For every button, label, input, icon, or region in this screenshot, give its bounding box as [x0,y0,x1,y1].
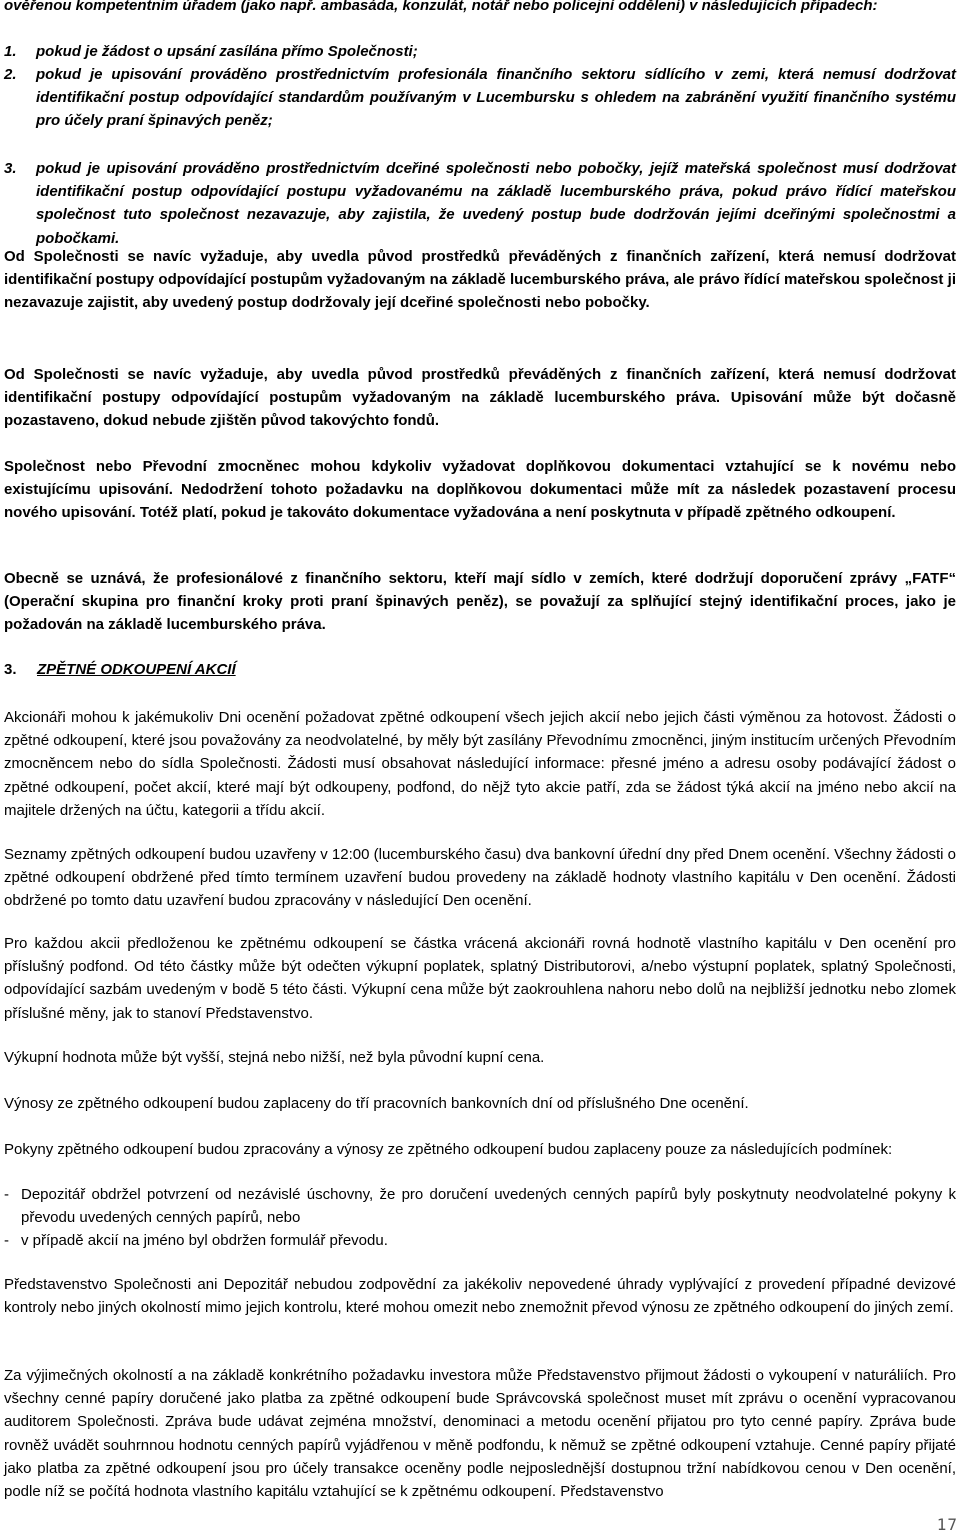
paragraph-in-kind-redemption: Za výjimečných okolností a na základě konkrétního požadavku investora může Představenstvo přijmout žádosti o vykoupení v naturáliích. Pro všechny cenné papíry doručené jako platba za zpětné odkoupení bude Správcovská společnost muset mít zprávu o ocenění vypracovanou auditorem Společnosti. Zpráva bude udávat zejména množství, denominaci a metodu ocenění přijatou pro tyto cenné papíry. Zpráva bude rovněž uvádět souhrnnou hodnotu cenných papírů vyjádřenou v měně podfondu, k němuž se zpětné odkoupení vztahuje. Cenné papíry přijaté jako platba za zpětné odkoupení jsou pro účely transakce oceněny podle nejposlednější dostupnou tržní nabídkovou cenou v Den ocenění, podle níž se počítá hodnota vlastního kapitálu vztahující se k zpětnému odkoupení. Představenstvo [4,1367,956,1501]
section-heading [4,658,236,681]
dash-symbol: - [4,1232,9,1249]
list-item-3 [4,157,956,250]
list-text: pokud je upisování prováděno prostřednictvím dceřiné společnosti nebo pobočky, jejíž mateřská společnost musí dodržovat identifikační postup odpovídající postupu vyžadovanému na základě lucemburského práva, pokud právo řídící mateřskou společnost tuto společnost nezavazuje, aby zajistila, že uvedený postup bude dodržován jejími dceřinými společnostmi a pobočkami. [36,160,956,247]
section-title: ZPĚTNÉ ODKOUPENÍ AKCIÍ [37,661,236,678]
paragraph-redemption-proceeds: Výnosy ze zpětného odkoupení budou zaplaceny do tří pracovních bankovních dní od příslušného Dne ocenění. [4,1095,749,1112]
list-number: 2. [4,66,17,83]
paragraph-redemption-value: Výkupní hodnota může být vyšší, stejná nebo nižší, než byla původní kupní cena. [4,1049,545,1066]
paragraph-origin-funds-2: Od Společnosti se navíc vyžaduje, aby uvedla původ prostředků převáděných z finančních zařízení, která nemusí dodržovat identifikační postupy odpovídající postupům vyžadovaným na základě lucemburského práva. Upisování může být dočasně pozastaveno, dokud nebude zjištěn původ takovýchto fondů. [4,366,956,430]
list-item-1 [4,40,956,63]
dash-item-2 [4,1229,956,1252]
section-number: 3. [4,661,17,678]
paragraph-redemption-lists: Seznamy zpětných odkoupení budou uzavřeny v 12:00 (lucemburského času) dva bankovní úřední dny před Dnem ocenění. Všechny žádosti o zpětné odkoupení obdržené před tímto termínem uzavření budou provedeny na základě hodnoty vlastního kapitálu v Den ocenění. Žádosti obdržené po tomto datu uzavření budou zpracovány v následující Den ocenění. [4,846,956,910]
paragraph-documentation: Společnost nebo Převodní zmocněnec mohou kdykoliv vyžadovat doplňkovou dokumentaci vztahující se k novému nebo existujícímu upisování. Nedodržení tohoto požadavku na doplňkovou dokumentaci může mít za následek pozastavení procesu nového upisování. Totéž platí, pokud je takováto dokumentace vyžadována a není poskytnuta v případě zpětného odkoupení. [4,458,956,522]
dash-text: Depozitář obdržel potvrzení od nezávislé úschovny, že pro doručení uvedených cenných papírů byly poskytnuty neodvolatelné pokyny k převodu uvedených cenných papírů, nebo [21,1186,956,1227]
list-item-2 [4,63,956,133]
paragraph-origin-funds-1: Od Společnosti se navíc vyžaduje, aby uvedla původ prostředků převáděných z finančních zařízení, která nemusí dodržovat identifikační postupy odpovídající postupům vyžadovaným na základě lucemburského práva, ale právo řídící mateřskou společnost ji nezavazuje zajistit, aby uvedený postup dodržovaly její dceřiné společnosti nebo pobočky. [4,248,956,312]
paragraph-fatf: Obecně se uznává, že profesionálové z finančního sektoru, kteří mají sídlo v zemích, které dodržují doporučení zprávy „FATF“ (Operační skupina pro finanční kroky proti praní špinavých peněz), se považují za splňující stejný identifikační proces, jako je požadován na základě lucemburského práva. [4,570,956,634]
list-text: pokud je žádost o upsání zasílána přímo Společnosti; [36,43,418,60]
dash-item-1 [4,1183,956,1229]
list-number: 1. [4,43,17,60]
paragraph-board-liability: Představenstvo Společnosti ani Depozitář nebudou zodpovědní za jakékoliv nepovedené úhrady vyplývající z provedení případné devizové kontroly nebo jiných okolností mimo jejich kontrolu, které mohou omezit nebo znemožnit převod výnosu ze zpětného odkoupení do jiných zemí. [4,1276,956,1317]
intro-line: ověřenou kompetentním úřadem (jako např. ambasáda, konzulát, notář nebo policejní oddělení) v následujících případech: [4,0,878,14]
paragraph-redemption-conditions: Pokyny zpětného odkoupení budou zpracovány a výnosy ze zpětného odkoupení budou zaplaceny pouze za následujících podmínek: [4,1141,893,1158]
dash-symbol: - [4,1186,9,1203]
list-text: pokud je upisování prováděno prostřednictvím profesionála finančního sektoru sídlícího v zemi, která nemusí dodržovat identifikační postup odpovídající standardům používaným v Lucembursku s ohledem na zabránění využití finančního systému pro účely praní špinavých peněz; [36,66,956,130]
paragraph-redemption-requests: Akcionáři mohou k jakémukoliv Dni ocenění požadovat zpětné odkoupení všech jejich akcií nebo jejich části výměnou za hotovost. Žádosti o zpětné odkoupení, které jsou považovány za neodvolatelné, by měly být zasílány Převodnímu zmocněnci, jiným institucím určených Převodním zmocněncem nebo do sídla Společnosti. Žádosti musí obsahovat následující informace: přesné jméno a adresu osoby podávající žádost o zpětné odkoupení, počet akcií, které mají být odkoupeny, podfond, do nějž tyto akcie patří, zda se žádost týká akcií na jméno nebo akcií na majitele držených na účtu, kategorii a třídu akcií. [4,709,956,819]
list-number: 3. [4,160,17,177]
dash-text: v případě akcií na jméno byl obdržen formulář převodu. [21,1232,388,1249]
paragraph-redemption-amount: Pro každou akcii předloženou ke zpětnému odkoupení se částka vrácená akcionáři rovná hodnotě vlastního kapitálu v Den ocenění pro příslušný podfond. Od této částky může být odečten výkupní poplatek, splatný Distributorovi, a/nebo výstupní poplatek, splatný Společnosti, odpovídající sazbám uvedeným v bodě 5 této části. Výkupní cena může být zaokrouhlena nahoru nebo dolů na nejbližší jednotku nebo zlomek příslušné měny, jak to stanoví Představenstvo. [4,935,956,1022]
page-number: 17 [936,1515,958,1534]
